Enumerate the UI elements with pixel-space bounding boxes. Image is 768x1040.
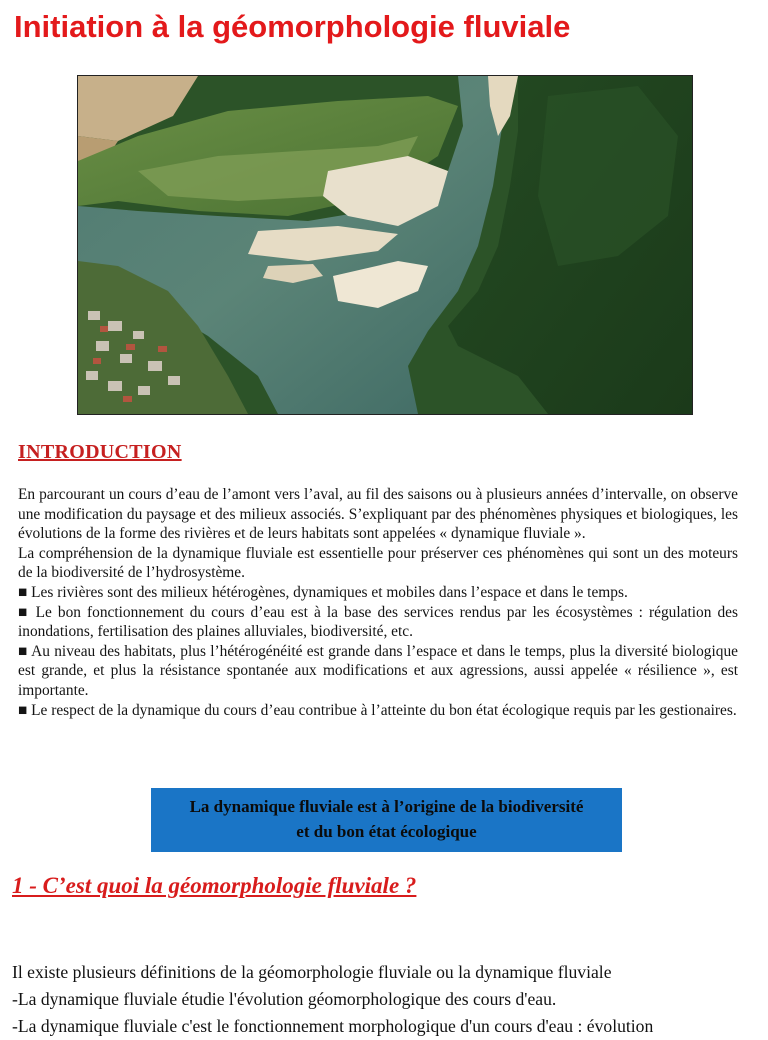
intro-paragraph: En parcourant un cours d’eau de l’amont vers l’aval, au fil des saisons ou à plusieurs années d’intervalle, on observe une modification du paysage et des milieux associés. S’expliquant par des phénomènes physiques et biologiques, les évolutions de la forme des rivières et de leurs habitats sont appelées « dynamique fluviale ». — [18, 486, 738, 543]
introduction-heading: INTRODUCTION — [18, 441, 182, 463]
key-message-line: La dynamique fluviale est à l’origine de la biodiversité — [189, 797, 584, 816]
intro-paragraph: ■ Les rivières sont des milieux hétérogènes, dynamiques et mobiles dans l’espace et dans le temps. — [18, 583, 628, 601]
intro-paragraph: La compréhension de la dynamique fluviale est essentielle pour préserver ces phénomènes qui sont un des moteurs de la biodiversité de l’hydrosystème. — [18, 544, 738, 582]
river-aerial-photo — [77, 75, 693, 415]
section-heading: 1 - C’est quoi la géomorphologie fluviale ? — [12, 873, 417, 898]
photo-illustration — [78, 76, 692, 414]
section-line: Il existe plusieurs définitions de la géomorphologie fluviale ou la dynamique fluviale — [12, 962, 612, 982]
intro-paragraph: ■ Le respect de la dynamique du cours d’eau contribue à l’atteinte du bon état écologique requis par les gestionaires. — [18, 701, 737, 719]
section-body — [12, 959, 752, 1040]
key-message-box — [151, 788, 622, 852]
key-message-line: et du bon état écologique — [296, 822, 477, 841]
section-line: -La dynamique fluviale étudie l'évolution géomorphologique des cours d'eau. — [12, 989, 557, 1009]
page-title: Initiation à la géomorphologie fluviale — [14, 9, 571, 44]
intro-paragraph: ■ Au niveau des habitats, plus l’hétérogénéité est grande dans l’espace et dans le temps, plus la diversité biologique est grande, et plus la résistance spontanée aux modifications et aux agressions, aussi appelée « résilience », est importante. — [18, 642, 738, 699]
introduction-text — [18, 485, 738, 720]
intro-paragraph: ■ Le bon fonctionnement du cours d’eau est à la base des services rendus par les écosystèmes : régulation des inondations, fertilisation des plaines alluviales, biodiversité, etc. — [18, 603, 738, 641]
section-line: -La dynamique fluviale c'est le fonctionnement morphologique d'un cours d'eau : évolution — [12, 1016, 654, 1036]
